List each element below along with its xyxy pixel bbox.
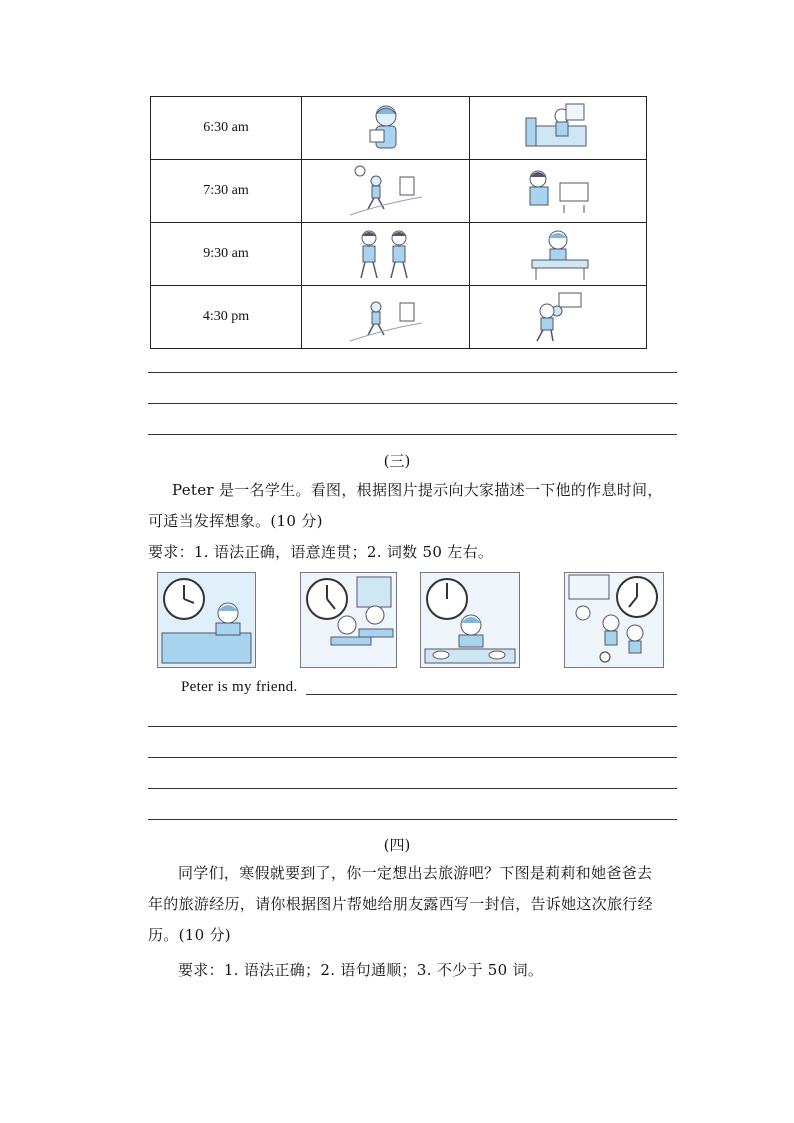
- answer-line[interactable]: [148, 726, 677, 727]
- table-row: [151, 97, 647, 160]
- picture-cell: [302, 223, 470, 286]
- running-to-school-icon: [346, 163, 426, 219]
- instruction-text: 同学们，寒假就要到了，你一定想出去旅游吧？下图是莉莉和她爸爸去: [178, 864, 653, 882]
- section-heading: (三): [383, 452, 411, 470]
- two-kids-exercising-icon: [351, 226, 421, 282]
- picture-cell: [470, 97, 647, 160]
- answer-line[interactable]: [306, 694, 677, 695]
- time-cell: 7:30 am: [151, 160, 302, 223]
- table-row: [151, 223, 647, 286]
- table-row: [151, 286, 647, 349]
- picture-cell: [302, 97, 470, 160]
- girl-waking-up-icon: [518, 100, 598, 156]
- clock-lunch-icon: [420, 572, 520, 668]
- table-row: [151, 160, 647, 223]
- girl-watching-tv-icon: [518, 163, 598, 219]
- picture-cell: [302, 160, 470, 223]
- clock-classroom-icon: [300, 572, 397, 668]
- boy-reading-icon: [356, 100, 416, 156]
- schedule-table: [150, 96, 647, 349]
- time-cell: 4:30 pm: [151, 286, 302, 349]
- instruction-text: 可适当发挥想象。(10 分): [148, 512, 323, 530]
- section-heading: (四): [383, 836, 411, 854]
- answer-line[interactable]: [148, 434, 677, 435]
- instruction-text: 历。(10 分): [148, 926, 231, 944]
- requirement-text: 要求：1. 语法正确，语意连贯；2. 词数 50 左右。: [148, 543, 494, 561]
- clock-football-icon: [564, 572, 664, 668]
- running-to-school-icon: [346, 289, 426, 345]
- instruction-text: Peter 是一名学生。看图，根据图片提示向大家描述一下他的作息时间，: [172, 481, 663, 499]
- playing-basketball-icon: [523, 289, 593, 345]
- picture-cell: [302, 286, 470, 349]
- writing-starter: Peter is my friend.: [181, 679, 298, 695]
- picture-cell: [470, 286, 647, 349]
- clock-bedroom-icon: [157, 572, 256, 668]
- time-cell: 9:30 am: [151, 223, 302, 286]
- answer-line[interactable]: [148, 757, 677, 758]
- answer-line[interactable]: [148, 403, 677, 404]
- time-cell: 6:30 am: [151, 97, 302, 160]
- instruction-text: 年的旅游经历，请你根据图片帮她给朋友露西写一封信，告诉她这次旅行经: [148, 895, 653, 913]
- requirement-text: 要求：1. 语法正确；2. 语句通顺；3. 不少于 50 词。: [178, 961, 544, 979]
- boy-at-desk-icon: [518, 226, 598, 282]
- answer-line[interactable]: [148, 372, 677, 373]
- picture-cell: [470, 223, 647, 286]
- answer-line[interactable]: [148, 788, 677, 789]
- answer-line[interactable]: [148, 819, 677, 820]
- picture-cell: [470, 160, 647, 223]
